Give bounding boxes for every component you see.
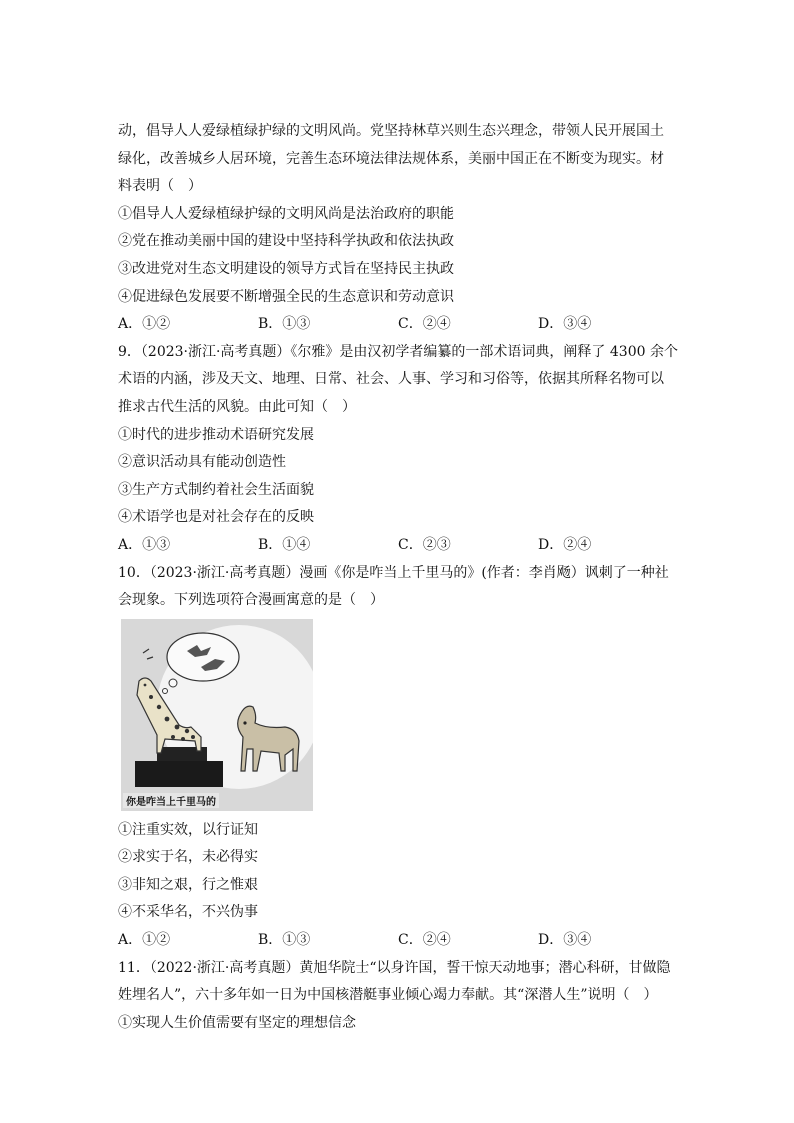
cartoon-drawing xyxy=(121,619,313,811)
question-stem-line: 姓埋名人”，六十多年如一日为中国核潜艇事业倾心竭力奉献。其“深潜人生”说明（ ） xyxy=(118,987,658,1004)
option-b: B．①④ xyxy=(258,536,311,553)
statement-item: ②意识活动具有能动创造性 xyxy=(118,454,286,471)
statement-item: ③改进党对生态文明建设的领导方式旨在坚持民主执政 xyxy=(118,260,454,277)
statement-item: ①倡导人人爱绿植绿护绿的文明风尚是法治政府的职能 xyxy=(118,205,454,222)
statement-item: ②求实于名，未必得实 xyxy=(118,849,258,866)
answer-options xyxy=(118,927,678,955)
question-stem-line: 会现象。下列选项符合漫画寓意的是（ ） xyxy=(118,592,384,609)
option-d: D．③④ xyxy=(538,932,592,949)
question-stem-line: 动，倡导人人爱绿植绿护绿的文明风尚。党坚持林草兴则生态兴理念，带领人民开展国土 xyxy=(118,123,664,139)
option-c: C．②④ xyxy=(398,316,451,333)
question-stem-line: 术语的内涵，涉及天文、地理、日常、社会、人事、学习和习俗等，依据其所释名物可以 xyxy=(118,371,664,388)
statement-item: ④促进绿色发展要不断增强全民的生态意识和劳动意识 xyxy=(118,288,454,305)
option-c: C．②④ xyxy=(398,932,451,949)
answer-options xyxy=(118,311,678,339)
option-c: C．②③ xyxy=(398,536,451,553)
option-b: B．①③ xyxy=(258,932,311,949)
option-a: A．①③ xyxy=(118,536,171,553)
statement-item: ④不采华名，不兴伪事 xyxy=(118,904,258,921)
option-a: A．①② xyxy=(118,316,171,333)
question-stem-line: 料表明（ ） xyxy=(118,178,202,195)
statement-item: ②党在推动美丽中国的建设中坚持科学执政和依法执政 xyxy=(118,233,454,250)
question-stem-line: 9．（2023·浙江·高考真题）《尔雅》是由汉初学者编纂的一部术语词典，阐释了 4300 余个 xyxy=(118,343,678,360)
answer-options xyxy=(118,532,678,560)
exam-page xyxy=(118,118,678,1037)
question-stem-line: 10．（2023·浙江·高考真题）漫画《你是咋当上千里马的》(作者：李肖飏）讽刺了一种社 xyxy=(118,564,669,581)
question-10 xyxy=(118,560,678,955)
statement-item: ①注重实效，以行证知 xyxy=(118,821,258,838)
statement-item: ④术语学也是对社会存在的反映 xyxy=(118,509,314,526)
question-11 xyxy=(118,955,678,1038)
question-9 xyxy=(118,339,678,560)
question-8 xyxy=(118,118,678,339)
cartoon-caption: 你是咋当上千里马的 xyxy=(123,793,219,808)
option-a: A．①② xyxy=(118,932,171,949)
cartoon-image xyxy=(121,619,313,811)
question-stem-line: 推求古代生活的风貌。由此可知（ ） xyxy=(118,398,356,415)
option-d: D．②④ xyxy=(538,536,592,553)
question-stem-line: 绿化，改善城乡人居环境，完善生态环境法律法规体系，美丽中国正在不断变为现实。材 xyxy=(118,150,664,167)
statement-item: ③生产方式制约着社会生活面貌 xyxy=(118,481,314,498)
statement-item: ①时代的进步推动术语研究发展 xyxy=(118,426,314,443)
statement-item: ①实现人生价值需要有坚定的理想信念 xyxy=(118,1014,356,1031)
question-stem-line: 11．（2022·浙江·高考真题）黄旭华院士“以身许国，誓干惊天动地事；潜心科研，甘做隐 xyxy=(118,959,671,976)
option-b: B．①③ xyxy=(258,316,311,333)
statement-item: ③非知之艰，行之惟艰 xyxy=(118,876,258,893)
option-d: D．③④ xyxy=(538,316,592,333)
